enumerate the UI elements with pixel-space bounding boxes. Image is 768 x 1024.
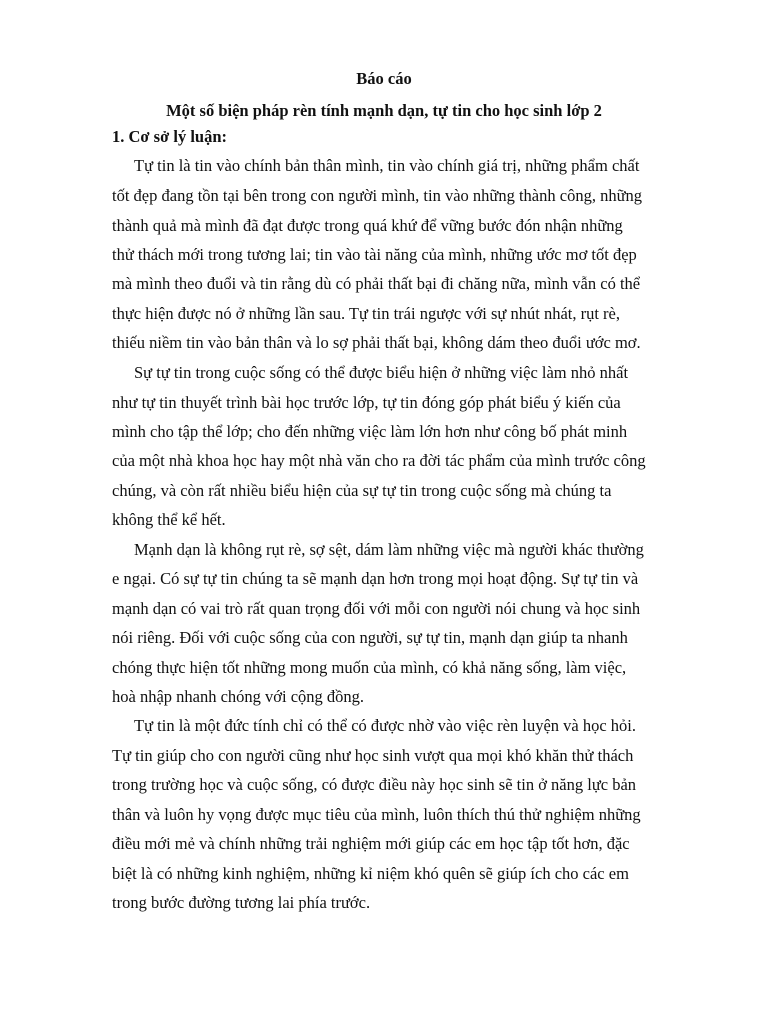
- paragraph-line: thực hiện được nó ở những lần sau. Tự tin trái ngược với sự nhút nhát, rụt rè,: [112, 304, 621, 323]
- paragraph-line: mà mình theo đuổi và tin rằng dù có phải thất bại đi chăng nữa, mình vẫn có thể: [112, 274, 641, 293]
- paragraph-line: thiếu niềm tin vào bản thân và lo sợ phải thất bại, không dám theo đuổi ước mơ.: [112, 333, 641, 352]
- paragraph-line: Tự tin là một đức tính chỉ có thể có được nhờ vào việc rèn luyện và học hỏi.: [134, 716, 637, 735]
- paragraph-line: không thể kể hết.: [112, 510, 226, 529]
- section-heading: 1. Cơ sở lý luận:: [112, 127, 228, 146]
- paragraph-line: Tự tin là tin vào chính bản thân mình, tin vào chính giá trị, những phẩm chất: [134, 156, 640, 175]
- document-subtitle: Một số biện pháp rèn tính mạnh dạn, tự tin cho học sinh lớp 2: [166, 101, 602, 120]
- paragraph-line: trong trường học và cuộc sống, có được điều này học sinh sẽ tin ở năng lực bản: [112, 775, 637, 794]
- paragraph-line: biệt là có những kinh nghiệm, những kỉ niệm khó quên sẽ giúp ích cho các em: [112, 864, 629, 883]
- paragraph-line: Tự tin giúp cho con người cũng như học sinh vượt qua mọi khó khăn thử thách: [112, 746, 634, 765]
- paragraph-line: của một nhà khoa học hay một nhà văn cho ra đời tác phẩm của mình trước công: [112, 451, 646, 470]
- paragraph-line: tốt đẹp đang tồn tại bên trong con người mình, tin vào những thành công, những: [112, 186, 643, 205]
- paragraph-line: mình cho tập thể lớp; cho đến những việc làm lớn hơn như công bố phát minh: [112, 422, 628, 441]
- paragraph-line: hoà nhập nhanh chóng với cộng đồng.: [112, 687, 365, 706]
- paragraph-line: điều mới mẻ và chính những trải nghiệm mới giúp các em học tập tốt hơn, đặc: [112, 834, 630, 853]
- paragraph-line: nói riêng. Đối với cuộc sống của con người, sự tự tin, mạnh dạn giúp ta nhanh: [112, 628, 628, 647]
- paragraph-line: trong bước đường tương lai phía trước.: [112, 893, 371, 912]
- paragraph-line: thân và luôn hy vọng được mục tiêu của mình, luôn thích thú thử nghiệm những: [112, 805, 641, 824]
- paragraph-line: như tự tin thuyết trình bài học trước lớp, tự tin đóng góp phát biểu ý kiến của: [112, 393, 621, 412]
- paragraph-line: mạnh dạn có vai trò rất quan trọng đối với mỗi con người nói chung và học sinh: [112, 599, 641, 618]
- paragraph-line: chúng, và còn rất nhiều biểu hiện của sự tự tin trong cuộc sống mà chúng ta: [112, 481, 612, 500]
- paragraph-line: e ngại. Có sự tự tin chúng ta sẽ mạnh dạn hơn trong mọi hoạt động. Sự tự tin và: [112, 569, 639, 588]
- paragraph-line: Sự tự tin trong cuộc sống có thể được biểu hiện ở những việc làm nhỏ nhất: [134, 363, 629, 382]
- paragraph-line: chóng thực hiện tốt những mong muốn của mình, có khả năng sống, làm việc,: [112, 658, 627, 677]
- paragraph-line: thử thách mới trong tương lai; tin vào tài năng của mình, những ước mơ tốt đẹp: [112, 245, 637, 264]
- paragraph-line: Mạnh dạn là không rụt rè, sợ sệt, dám làm những việc mà người khác thường: [134, 540, 644, 559]
- paragraph-line: thành quả mà mình đã đạt được trong quá khứ để vững bước đón nhận những: [112, 216, 623, 235]
- document-title: Báo cáo: [356, 69, 412, 88]
